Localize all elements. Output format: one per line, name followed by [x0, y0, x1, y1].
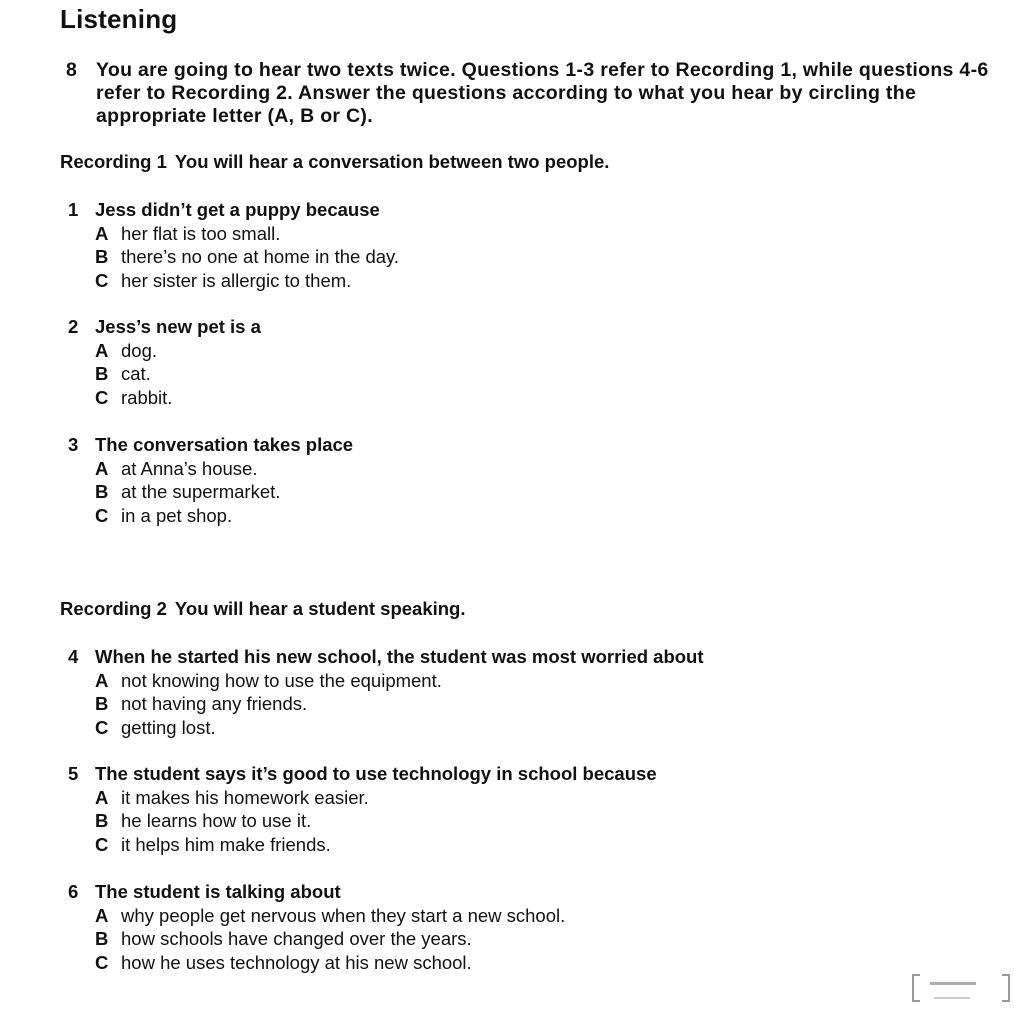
question-3	[68, 433, 353, 527]
option-a[interactable]: A not knowing how to use the equipment.	[95, 669, 442, 691]
question-stem: Jess didn’t get a puppy because	[95, 199, 380, 220]
option-a[interactable]: A dog.	[95, 339, 158, 361]
option-b[interactable]: B at the supermarket.	[95, 481, 281, 503]
question-number: 6	[68, 881, 79, 902]
question-number: 3	[68, 434, 79, 455]
instructions-text: You are going to hear two texts twice. Questions 1-3 refer to Recording 1, while questions 4-6 refer to Recording 2. Answer the questions according to what you hear by circling the appropriate letter (A, B or C).	[96, 59, 989, 127]
question-stem: The conversation takes place	[95, 434, 354, 455]
option-b[interactable]: B there’s no one at home in the day.	[95, 246, 400, 268]
recording-2-header	[60, 598, 466, 620]
question-6	[68, 880, 565, 974]
recording-1-header	[60, 151, 609, 173]
right-bracket-icon	[1002, 974, 1010, 1002]
option-c[interactable]: C her sister is allergic to them.	[95, 269, 352, 291]
page-thumbnail-widget[interactable]	[908, 972, 1014, 1002]
question-number: 5	[68, 763, 79, 784]
left-bracket-icon	[912, 974, 920, 1002]
option-a[interactable]: A at Anna’s house.	[95, 457, 258, 479]
option-c[interactable]: C rabbit.	[95, 386, 173, 408]
option-b[interactable]: B how schools have changed over the years.	[95, 928, 472, 950]
thumbnail-underline	[934, 997, 970, 999]
option-a[interactable]: A her flat is too small.	[95, 222, 281, 244]
question-stem: The student says it’s good to use technology in school because	[95, 763, 657, 784]
question-stem: When he started his new school, the student was most worried about	[95, 646, 704, 667]
question-number: 2	[68, 316, 79, 337]
option-b[interactable]: B not having any friends.	[95, 693, 308, 715]
question-4	[68, 645, 704, 739]
option-a[interactable]: A it makes his homework easier.	[95, 786, 369, 808]
option-c[interactable]: C how he uses technology at his new school.	[95, 951, 472, 973]
exercise-instructions	[66, 59, 1006, 128]
exercise-number: 8	[66, 59, 78, 81]
question-5	[68, 762, 657, 856]
question-2	[68, 315, 261, 409]
option-b[interactable]: B he learns how to use it.	[95, 810, 312, 832]
thumbnail-text-line	[930, 982, 976, 985]
recording-description: You will hear a student speaking.	[174, 598, 466, 619]
option-c[interactable]: C in a pet shop.	[95, 504, 233, 526]
recording-label: Recording 2	[60, 598, 167, 619]
option-c[interactable]: C it helps him make friends.	[95, 833, 331, 855]
recording-label: Recording 1	[60, 151, 167, 172]
question-number: 1	[68, 199, 79, 220]
option-a[interactable]: A why people get nervous when they start a new school.	[95, 904, 566, 926]
question-stem: Jess’s new pet is a	[95, 316, 261, 337]
option-c[interactable]: C getting lost.	[95, 716, 216, 738]
question-1	[68, 198, 399, 292]
question-number: 4	[68, 646, 79, 667]
recording-description: You will hear a conversation between two people.	[174, 151, 610, 172]
option-b[interactable]: B cat.	[95, 363, 151, 385]
question-stem: The student is talking about	[95, 881, 341, 902]
page-title: Listening	[60, 4, 178, 34]
